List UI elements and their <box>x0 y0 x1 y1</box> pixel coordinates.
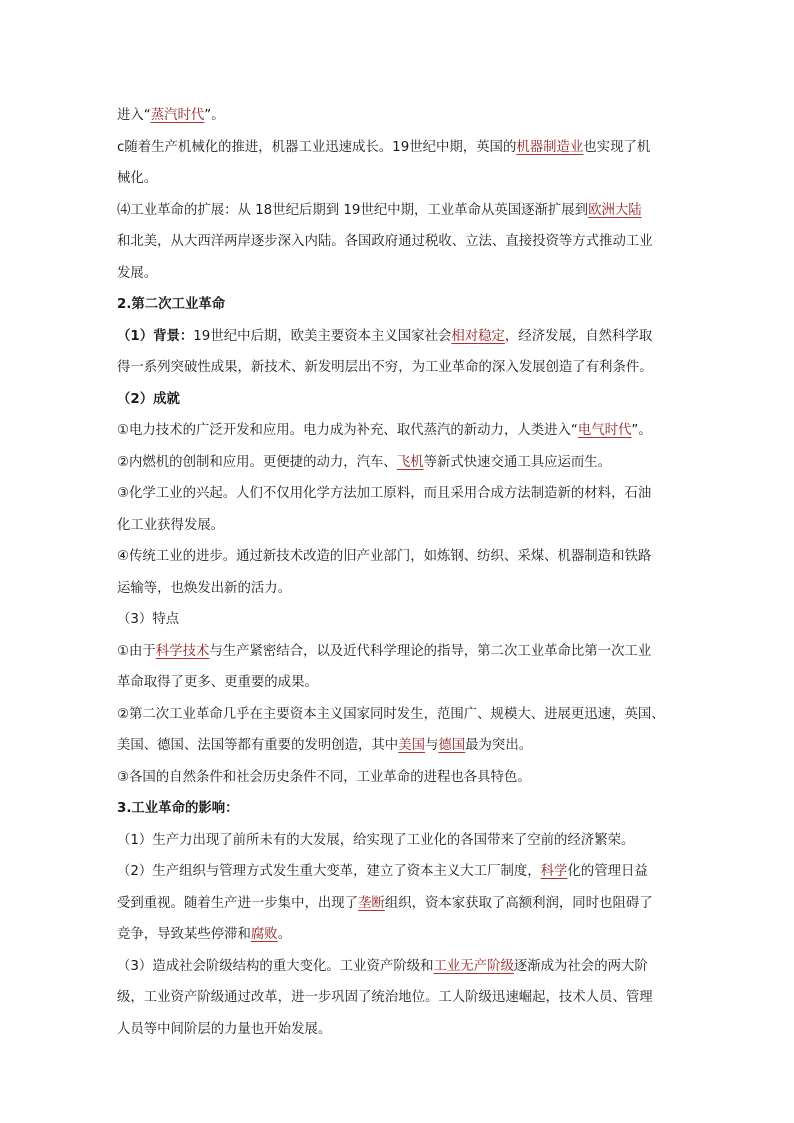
text-segment: ”。 <box>204 108 225 123</box>
highlighted-term: 欧洲大陆 <box>588 202 642 218</box>
highlighted-term: 腐败 <box>250 927 278 942</box>
text-segment: ，经济发展，自然科学取 <box>504 328 653 344</box>
highlighted-term: 飞机 <box>396 454 424 470</box>
text-segment: ②第二次工业革命几乎在主要资本主义国家同时发生，范围广、规模大、进展更迅速，英国、 <box>117 706 665 722</box>
text-segment: ①电力技术的广泛开发和应用。电力成为补充、取代蒸汽的新动力，人类进入“ <box>117 423 578 438</box>
text-line <box>117 699 682 731</box>
text-line <box>117 258 682 290</box>
text-line <box>117 636 682 668</box>
text-segment: 和北美，从大西洋两岸逐步深入内陆。各国政府通过税收、立法、直接投资等方式推动工业 <box>117 234 653 249</box>
text-line <box>117 415 682 447</box>
text-line <box>117 195 682 227</box>
highlighted-term: 相对稳定 <box>451 328 505 344</box>
text-segment: 发展。 <box>117 265 158 281</box>
text-segment: （3）特点 <box>117 612 180 627</box>
text-segment: ⑷工业革命的扩展：从 18世纪后期到 19世纪中期，工业革命从英国逐渐扩展到 <box>117 202 589 218</box>
text-segment: 受到重视。随着生产进一步集中，出现了 <box>117 895 359 911</box>
text-line <box>117 856 682 888</box>
text-segment: 3.工业革命的影响： <box>117 801 239 816</box>
text-line <box>117 951 682 983</box>
text-line <box>117 478 682 510</box>
text-line <box>117 762 682 794</box>
highlighted-term: 蒸汽时代 <box>150 108 205 123</box>
text-line <box>117 825 682 857</box>
text-line <box>117 100 682 132</box>
highlighted-term: 垄断 <box>358 895 385 911</box>
text-segment: 美国、德国、法国等都有重要的发明创造，其中 <box>117 738 399 753</box>
text-segment: ①由于 <box>117 643 156 659</box>
text-segment: 运输等，也焕发出新的活力。 <box>117 580 292 596</box>
text-segment: （1）生产力出现了前所未有的大发展，给实现了工业化的各国带来了空前的经济繁荣。 <box>117 832 635 848</box>
text-segment: 得一系列突破性成果，新技术、新发明层出不穷，为工业革命的深入发展创造了有利条件。 <box>117 360 653 375</box>
highlighted-term: 机器制造业 <box>516 139 584 155</box>
text-segment: （3）造成社会阶级结构的重大变化。工业资产阶级和 <box>117 958 434 974</box>
text-line <box>117 321 682 353</box>
highlighted-term: 德国 <box>438 738 466 753</box>
text-segment: 化工业获得发展。 <box>117 517 225 533</box>
text-segment: 2.第二次工业革命 <box>117 297 226 312</box>
text-line <box>117 573 682 605</box>
text-line <box>117 132 682 164</box>
text-segment: 逐渐成为社会的两大阶 <box>513 958 648 974</box>
text-segment: 人员等中间阶层的力量也开始发展。 <box>117 1021 332 1037</box>
text-segment: 与生产紧密结合，以及近代科学理论的指导，第二次工业革命比第一次工业 <box>209 643 652 659</box>
highlighted-term: 美国 <box>398 738 425 753</box>
text-line <box>117 888 682 920</box>
section-heading <box>117 289 682 321</box>
text-segment: 等新式快速交通工具应运而生。 <box>423 454 612 470</box>
text-line <box>117 447 682 479</box>
text-line <box>117 541 682 573</box>
text-line <box>117 352 682 384</box>
text-segment: c随着生产机械化的推进，机器工业迅速成长。19世纪中期，英国的 <box>117 139 517 155</box>
text-segment: 19世纪中后期，欧美主要资本主义国家社会 <box>193 328 452 344</box>
text-segment: ③各国的自然条件和社会历史条件不同，工业革命的进程也各具特色。 <box>117 769 531 785</box>
text-segment: 也实现了机 <box>583 139 651 155</box>
text-line <box>117 510 682 542</box>
text-line <box>117 1014 682 1046</box>
text-segment: 进入“ <box>117 108 151 123</box>
text-line <box>117 919 682 951</box>
text-segment: 化的管理日益 <box>567 864 648 879</box>
text-segment: （2）生产组织与管理方式发生重大变革，建立了资本主义大工厂制度， <box>117 864 541 879</box>
text-segment: （2）成就 <box>117 391 180 407</box>
text-line <box>117 226 682 258</box>
text-segment: 革命取得了更多、更重要的成果。 <box>117 675 318 690</box>
text-line <box>117 667 682 699</box>
text-segment: 级，工业资产阶级通过改革，进一步巩固了统治地位。工人阶级迅速崛起，技术人员、管理 <box>117 990 653 1005</box>
highlighted-term: 科学技术 <box>155 643 210 659</box>
text-segment: ”。 <box>631 423 652 438</box>
section-heading <box>117 384 682 416</box>
text-segment: （1）背景： <box>117 328 194 344</box>
text-segment: ④传统工业的进步。通过新技术改造的旧产业部门，如炼钢、纺织、采煤、机器制造和铁路 <box>117 549 652 564</box>
text-segment: 组织，资本家获取了高额利润，同时也阻碍了 <box>384 895 653 911</box>
text-segment: 与 <box>424 738 439 753</box>
text-segment: 械化。 <box>117 171 158 186</box>
text-segment: 。 <box>277 927 292 942</box>
text-segment: ③化学工业的兴起。人们不仅用化学方法加工原料，而且采用合成方法制造新的材料，石油 <box>117 486 652 501</box>
text-line <box>117 604 682 636</box>
text-segment: ②内燃机的创制和应用。更便捷的动力，汽车、 <box>117 454 397 470</box>
text-line <box>117 982 682 1014</box>
text-segment: 最为突出。 <box>465 738 533 753</box>
section-heading <box>117 793 682 825</box>
text-segment: 竞争，导致某些停滞和 <box>117 927 251 942</box>
highlighted-term: 科学 <box>540 864 568 879</box>
highlighted-term: 电气时代 <box>577 423 632 438</box>
text-line <box>117 730 682 762</box>
highlighted-term: 工业无产阶级 <box>433 958 514 974</box>
text-line <box>117 163 682 195</box>
document-body <box>117 100 682 1045</box>
